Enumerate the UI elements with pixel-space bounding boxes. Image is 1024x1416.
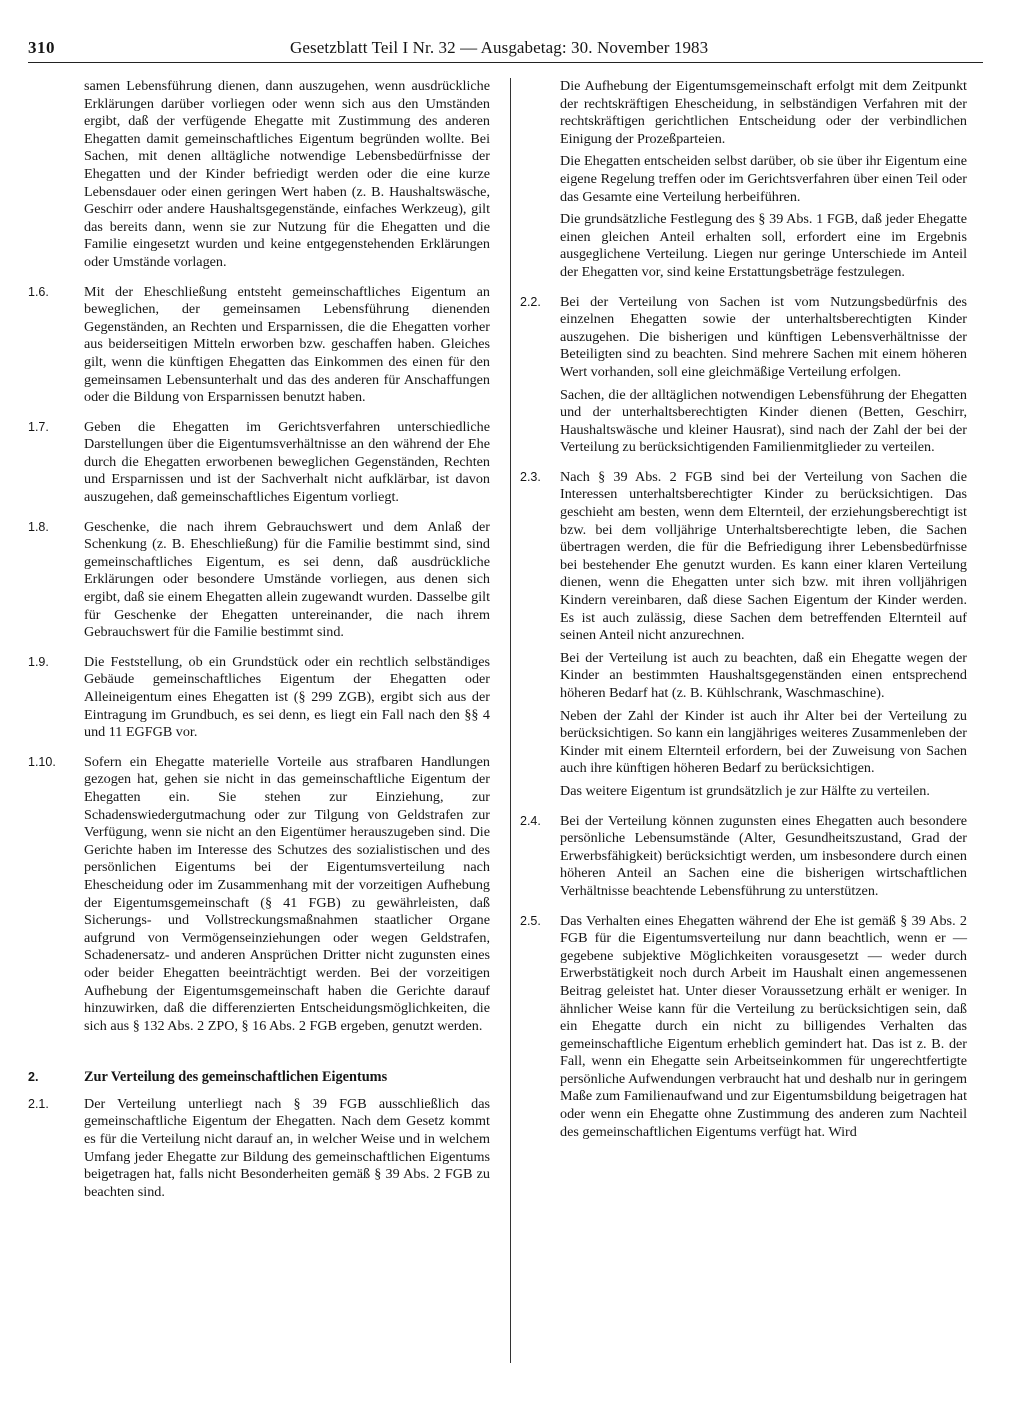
paragraph-continuation: samen Lebensführung dienen, dann auszugehen, wenn ausdrückliche Erklärungen darüber vorliegen oder wenn sich aus den Umständen ergibt, daß der verfügende Ehegatte mit Zustimmung des anderen Ehegatten damit gemeinschaftliches Eigentum begründen wollte. Bei Sachen, mit denen alltägliche notwendige Lebensbedürfnisse der Ehegatten und der Kinder befriedigt werden oder die eine kurze Lebensdauer oder einen geringen Wert haben (z. B. Haushaltswäsche, Geschirr oder andere Haushaltsgegenstände, einfaches Werkzeug), gilt das bereits dann, wenn sie zur Nutzung für die Ehegatten und die Familie eingesetzt wurden und keine entgegenstehenden Erklärungen oder Umstände vorlagen. <box>84 78 490 270</box>
section-1-6 <box>28 284 490 407</box>
section-number: 1.10. <box>28 754 56 769</box>
section-text: Der Verteilung unterliegt nach § 39 FGB ausschließlich das gemeinschaftliche Eigentum der Ehegatten. Nach dem Gesetz kommt es für die Verteilung nicht darauf an, in welcher Weise und in welchem Umfang jeder Ehegatte zur Bildung des gemeinschaftlichen Eigentums beigetragen hat, falls nicht Besonderheiten gemäß § 39 Abs. 2 FGB zu beachten sind. <box>84 1095 490 1200</box>
section-number: 2.1. <box>28 1096 49 1111</box>
section-number: 2. <box>28 1070 39 1085</box>
section-heading-2 <box>28 1069 490 1087</box>
section-2-5 <box>520 913 967 1142</box>
section-text: Die Feststellung, ob ein Grundstück oder ein rechtlich selbständiges Gebäude gemeinschaftliches Eigentum der Ehegatten oder Alleineigentum eines Ehegatten ist (§ 299 ZGB), ergibt sich aus der Eintragung im Grundbuch, es sei denn, es liegt ein Fall nach den §§ 4 und 11 EGFGB vor. <box>84 653 490 741</box>
section-number: 2.3. <box>520 469 541 484</box>
section-number: 2.4. <box>520 813 541 828</box>
paragraph: Neben der Zahl der Kinder ist auch ihr Alter bei der Verteilung zu berücksichtigen. So kann ein langjähriges weiteres Zusammenleben der Kinder mit einem Elternteil erfordern, bei der Zuweisung von Sachen auch ihre künftigen höheren Bedarf zu berücksichtigen. <box>560 707 967 777</box>
section-number: 1.8. <box>28 519 49 534</box>
section-1-8 <box>28 519 490 642</box>
section-text: Bei der Verteilung können zugunsten eines Ehegatten auch besondere persönliche Lebensumstände (Alter, Gesundheitszustand, Grad der Erwerbsfähigkeit) berücksichtigt werden, um insbesondere durch einen höheren Anteil an Sachen eine die bisherigen wirtschaftlichen Verhältnisse beachtende Lebensführung zu unterstützen. <box>560 812 967 899</box>
section-text: Bei der Verteilung von Sachen ist vom Nutzungsbedürfnis des einzelnen Ehegatten sowie der unterhaltsberechtigten Kinder auszugehen. Die bisherigen und künftigen Lebensverhältnisse der Beteiligten sind zu beachten. Sind mehrere Sachen mit einem höheren Wert vorhanden, soll eine gleichmäßige Verteilung erfolgen. <box>560 293 967 380</box>
page-number: 310 <box>28 38 55 57</box>
section-heading-text: Zur Verteilung des gemeinschaftlichen Eigentums <box>84 1069 388 1086</box>
section-1-10 <box>28 754 490 1036</box>
paragraph: Sachen, die der alltäglichen notwendigen Lebensführung der Ehegatten und der unterhaltsberechtigten Kinder dienen (Betten, Geschirr, Haushaltswäsche und kleiner Hausrat), sind nach der Zahl der bei der Verteilung zu berücksichtigenden Familienmitglieder zu verteilen. <box>560 386 967 456</box>
section-2-4 <box>520 813 967 901</box>
section-1-9 <box>28 654 490 742</box>
section-text: Geschenke, die nach ihrem Gebrauchswert und dem Anlaß der Schenkung (z. B. Eheschließung) für die Familie bestimmt sind, sind gemeinschaftliches Eigentum, es sei denn, daß ausdrückliche Erklärungen oder besondere Umstände vorliegen, aus denen sich ergibt, daß sie einem Ehegatten allein zugewandt wurden. Dasselbe gilt für Geschenke der Ehegatten untereinander, die nach ihrem Gebrauchswert für die Familie bestimmt sind. <box>84 518 490 641</box>
section-text: Geben die Ehegatten im Gerichtsverfahren unterschiedliche Darstellungen über die Eigentumsverhältnisse an den während der Ehe durch die Ehegatten erworbenen beweglichen Gegenständen, Rechten und Ersparnissen und ist der Sachverhalt nicht aufklärbar, ist davon auszugehen, daß gemeinschaftliches Eigentum vorliegt. <box>84 418 490 506</box>
section-2-2 <box>520 294 967 382</box>
section-text: Mit der Eheschließung entsteht gemeinschaftliches Eigentum an beweglichen, der gemeinsamen Lebensführung dienenden Gegenständen, an Rechten und Ersparnissen, die die Ehegatten vorher aus beiderseitigen Mitteln erworben bzw. geschaffen haben. Gleiches gilt, wenn die künftigen Ehegatten das Einkommen des einen für den gemeinsamen Lebensunterhalt und das des anderen für Anschaffungen oder die Bildung von Ersparnissen benutzt haben. <box>84 283 490 406</box>
paragraph: Die Ehegatten entscheiden selbst darüber, ob sie über ihr Eigentum eine eigene Regelung treffen oder im Gerichtsverfahren über einen Teil oder das Gesamte eine Verteilung herbeiführen. <box>560 153 967 205</box>
section-number: 2.2. <box>520 294 541 309</box>
paragraph: Das weitere Eigentum ist grundsätzlich je zur Hälfte zu verteilen. <box>560 782 930 799</box>
page-title: Gesetzblatt Teil I Nr. 32 — Ausgabetag: 30. November 1983 <box>290 38 709 57</box>
section-text: Sofern ein Ehegatte materielle Vorteile aus strafbaren Handlungen gezogen hat, gehen sie nicht in das gemeinschaftliche Eigentum der Ehegatten ein. Sie stehen zur Einziehung, zur Schadenswiedergutmachung oder zur Tilgung von Geldstrafen zur Verfügung, wenn sie nicht an den Eigentümer herauszugeben sind. Die Gerichte haben im Interesse des Schutzes des sozialistischen und des persönlichen Eigentums bei der Eigentumsverteilung nach Ehescheidung oder im Zusammenhang mit der vorzeitigen Aufhebung der Eigentumsgemeinschaft (§ 41 FGB) zu gewährleisten, daß Sicherungs- und Vollstreckungsmaßnahmen staatlicher Organe aufgrund von Vermögenseinziehungen oder wegen Geldstrafen, Schadenersatz- und anderen Ansprüchen Dritter nicht zugunsten eines oder beider Ehegatten beeinträchtigt werden. Bei der vorzeitigen Aufhebung der Eigentumsgemeinschaft haben die Gerichte darauf hinzuwirken, daß die differenzierten Entscheidungsmöglichkeiten, die sich aus § 132 Abs. 2 ZPO, § 16 Abs. 2 FGB ergeben, genutzt werden. <box>84 753 490 1034</box>
header-rule <box>28 62 983 63</box>
right-column <box>520 78 967 1153</box>
section-text: Nach § 39 Abs. 2 FGB sind bei der Verteilung von Sachen die Interessen unterhaltsberechtigter Kinder zu berücksichtigen. Das geschieht am besten, wenn dem Elternteil, der erziehungsberechtigt ist bzw. bei dem volljährige Unterhaltsberechtigte leben, die Sachen übertragen werden, die für die Befriedigung ihrer Lebensbedürfnisse bei bestehender Ehe genutzt wurden. Es kann einer klaren Verteilung dienen, wenn die Ehegatten unter sich bzw. mit ihren volljährigen Kindern vereinbaren, daß diese Sachen Eigentum der Kinder werden. Es ist auch zulässig, diese Sachen dem betreffenden Elternteil auf seinen Anteil nicht anzurechnen. <box>560 468 967 644</box>
section-number: 1.7. <box>28 419 49 434</box>
section-number: 2.5. <box>520 913 541 928</box>
column-divider <box>510 78 511 1363</box>
paragraph: Die Aufhebung der Eigentumsgemeinschaft erfolgt mit dem Zeitpunkt der rechtskräftigen Ehescheidung, in selbständigen Verfahren mit der rechtskräftigen gerichtlichen Entscheidung oder der verbindlichen Einigung der Prozeßparteien. <box>560 78 967 147</box>
section-2-3 <box>520 469 967 645</box>
paragraph: Die grundsätzliche Festlegung des § 39 Abs. 1 FGB, daß jeder Ehegatte einen gleichen Anteil erhalten soll, erfordert eine im Ergebnis ausgeglichene Verteilung. Liegen nur geringe Unterschiede im Anteil der Ehegatten vor, sind keine Erstattungsbeträge festzulegen. <box>560 211 967 280</box>
section-2-1 <box>28 1096 490 1202</box>
section-number: 1.6. <box>28 284 49 299</box>
section-text: Das Verhalten eines Ehegatten während der Ehe ist gemäß § 39 Abs. 2 FGB für die Eigentumsverteilung nur dann beachtlich, wenn er — gegebene subjektive Möglichkeiten vorausgesetzt — weder durch Erwerbstätigkeit noch durch Arbeit im Haushalt einen angemessenen Beitrag geleistet hat. Unter dieser Voraussetzung erhält er weniger. In ähnlicher Weise kann für die Verteilung zu berücksichtigen sein, daß ein Ehegatte durch ein nicht zu billigendes Verhalten das gemeinschaftliche Eigentum erheblich gemindert hat. Das ist z. B. der Fall, wenn ein Ehegatte sein Arbeitseinkommen für ungerechtfertigte persönliche Aufwendungen verbraucht hat und deshalb nur in geringem Maße zum Familienaufwand und zur Eigentumsbildung beigetragen hat oder wenn ein Ehegatte ohne Zustimmung des anderen zum Nachteil des gemeinschaftlichen Eigentums verfügt hat. Wird <box>560 912 967 1140</box>
left-column <box>28 78 490 1213</box>
section-number: 1.9. <box>28 654 49 669</box>
paragraph: Bei der Verteilung ist auch zu beachten, daß ein Ehegatte wegen der Kinder an bestimmten Haushaltsgegenständen einen entsprechend höheren Bedarf hat (z. B. Kühlschrank, Waschmaschine). <box>560 649 967 701</box>
section-1-7 <box>28 419 490 507</box>
